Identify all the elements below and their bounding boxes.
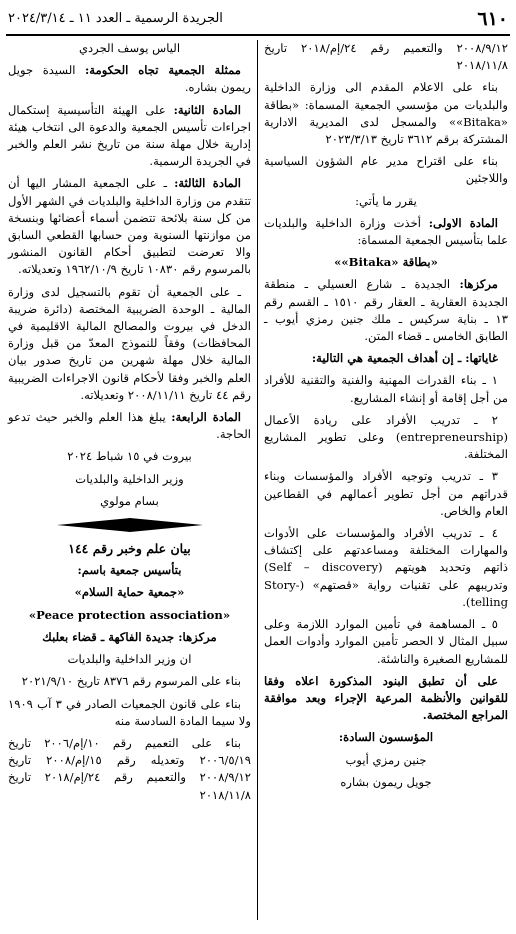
paragraph-notice-basis: بناء على الاعلام المقدم الى وزارة الداخلية والبلديات من مؤسسي الجمعية المسماة: «بطاقة «Bitaka»» والمسجل لدى المديرية الادارية المشتركة برقم ٣٦١٢ تاريخ ٢٠٢٣/٣/١٣ [264, 80, 508, 147]
association-name-arabic: «جمعية حماية السلام» [74, 585, 185, 600]
founder-name: جويل ريمون بشاره [340, 774, 432, 789]
goal-2: ٢ ـ تدريب الأفراد على ريادة الأعمال (entrepreneurship) وعلى تطوير المشاريع المختلفة. [264, 412, 508, 462]
founder-name: جنين رمزي أيوب [345, 752, 427, 767]
article-one-label: المادة الاولى: [428, 215, 498, 230]
page-number: ٦١٠ [477, 8, 508, 30]
article-four-text: يبلغ هذا العلم والخبر حيث تدعو الحاجة. [8, 410, 251, 442]
goal-3: ٣ ـ تدريب وتوجيه الأفراد والمؤسسات وبناء قدراتهم من أجل تطوير أعمالهم في القطاعين العام والخاص. [264, 469, 508, 518]
column-divider [257, 40, 258, 920]
article-two [8, 102, 251, 171]
headquarters-2: مركزها: جديدة الفاكهة ـ قضاء بعلبك [42, 629, 217, 644]
goals-heading: غاياتها: ـ إن أهداف الجمعية هي التالية: [311, 351, 498, 366]
headquarters-text: الجديدة ـ شارع العسيلي ـ منطقة الجديدة العقارية ـ العقار رقم ١٥١٠ ـ القسم رقم ١٣ ـ بناية سركيس ـ ملك جنين رمزي أيوب ـ الطابق الخامس ـ قضاء المتن. [264, 277, 508, 344]
article-three-tax: ـ على الجمعية أن تقوم بالتسجيل لدى وزارة المالية ـ الوحدة الضريبية المختصة (دائرة ضريبة الدخل في بيروت والمصالح المالية الاقليمية في المحافظات) وفقاً للنموذج المعدّ من قبل وزارة المالية خلال مهلة شهرين من تاريخ صدور بيان العلم والخبر وفقا لأحكام قانون الاجراءات الضريبية رقم ٤٤ تاريخ ٢٠٠٨/١١/١١ وتعديلاته. [8, 284, 251, 402]
minister-title: وزير الداخلية والبلديات [75, 471, 184, 486]
notice-title: بيان علم وخبر رقم ١٤٤ [68, 541, 191, 557]
basis-decree: بناء على المرسوم رقم ٨٣٧٦ تاريخ ٢٠٢١/٩/١٠ [21, 674, 241, 689]
founder-name: الياس يوسف الجردي [78, 41, 181, 55]
representative-label: ممثلة الجمعية تجاه الحكومة: [84, 63, 241, 78]
headquarters [264, 276, 508, 345]
signature-date: بيروت في ١٥ شباط ٢٠٢٤ [67, 449, 192, 464]
decision-heading: يقرر ما يأتي: [355, 193, 417, 208]
article-two-label: المادة الثانية: [173, 102, 241, 117]
goal-1: ١ ـ بناء القدرات المهنية والفنية والتقنية للأفراد من أجل إقامة أو إنشاء المشاريع. [264, 373, 508, 405]
article-three [8, 175, 251, 278]
paragraph-proposal: بناء على اقتراح مدير عام الشؤون السياسية واللاجئين [264, 154, 508, 186]
closing-clause: على أن تطبق البنود المذكورة اعلاه وفقا للقوانين والأنظمة المرعية الإجراء وبعد موافقة المراجع المختصة. [264, 673, 508, 723]
basis-memo: بناء على التعميم رقم ١٠/إم/٢٠٠٦ تاريخ ٢٠٠٦/٥/١٩ وتعديله رقم ١٥/إم/٢٠٠٨ تاريخ ٢٠٠٨/٩/١٢ والتعميم رقم ٢٤/إم/٢٠١٨ تاريخ ٢٠١٨/١١/٨ [8, 735, 251, 802]
article-two-text: على الهيئة التأسيسية إستكمال اجراءات تأسيس الجمعية والدعوة الى انتخاب هيئة إدارية خلال مهلة سنة من تاريخ نشر العلم والخبر في الجريدة الرسمية. [8, 102, 251, 169]
goal-4: ٤ ـ تدريب الأفراد والمؤسسات على الأدوات والمهارات المختلفة ومساعدتهم على إكتشاف ذاتهم وتحديد هويتهم (Self – discovery) وتدريبهم على تقنيات رواية «قصتهم» (Story-telling). [264, 526, 508, 609]
section-divider-ornament [55, 516, 205, 534]
article-four-label: المادة الرابعة: [171, 410, 242, 425]
header-divider [6, 34, 510, 36]
article-one-text: أخذت وزارة الداخلية والبلديات علما بتأسيس الجمعية المسماة: [264, 215, 508, 248]
paragraph-memo-ref: ٢٠٠٨/٩/١٢ والتعميم رقم ٢٤/إم/٢٠١٨ تاريخ ٢٠١٨/١١/٨ [264, 41, 508, 73]
association-name-english: «Peace protection association» [28, 607, 231, 622]
representative-text: السيدة جويل ريمون بشاره. [8, 63, 251, 95]
journal-title: الجريدة الرسمية ـ العدد ١١ ـ ٢٠٢٤/٣/١٤ [8, 11, 223, 26]
article-one [264, 215, 508, 249]
notice-subtitle: بتأسيس جمعية باسم: [77, 563, 182, 578]
article-three-text: ـ على الجمعية المشار اليها أن تتقدم من وزارة الداخلية والبلديات في الشهر الأول من كل سنة بلائحة تتضمن أسماء أعضائها وبنسخة من موازنتها السنوية ومن حسابها القطعي السابق والا تعرضت لتطبيق أحكام القانون المنشور بالمرسوم رقم ١٠٨٣٠ تاريخ ١٩٦٢/١٠/٩ وتعديلاته. [8, 176, 251, 277]
association-name: «بطاقة «Bitaka»» [334, 255, 438, 270]
headquarters-label: مركزها: [459, 277, 498, 292]
government-representative [8, 62, 251, 96]
issuing-authority: ان وزير الداخلية والبلديات [67, 652, 192, 667]
founders-heading: المؤسسون السادة: [338, 730, 434, 745]
right-column [264, 40, 508, 796]
page-header [6, 8, 510, 34]
left-column [8, 40, 251, 809]
article-three-label: المادة الثالثة: [174, 176, 241, 191]
minister-name: بسام مولوي [100, 493, 159, 508]
basis-law: بناء على قانون الجمعيات الصادر في ٣ آب ١٩٠٩ ولا سيما المادة السادسة منه [8, 696, 251, 728]
article-four [8, 409, 251, 443]
goal-5: ٥ ـ المساهمة في تأمين الموارد اللازمة وعلى سبيل المثال لا الحصر تأمين الموارد وأدوات العمل للمشاريع الصغيرة والناشئة. [264, 617, 508, 666]
